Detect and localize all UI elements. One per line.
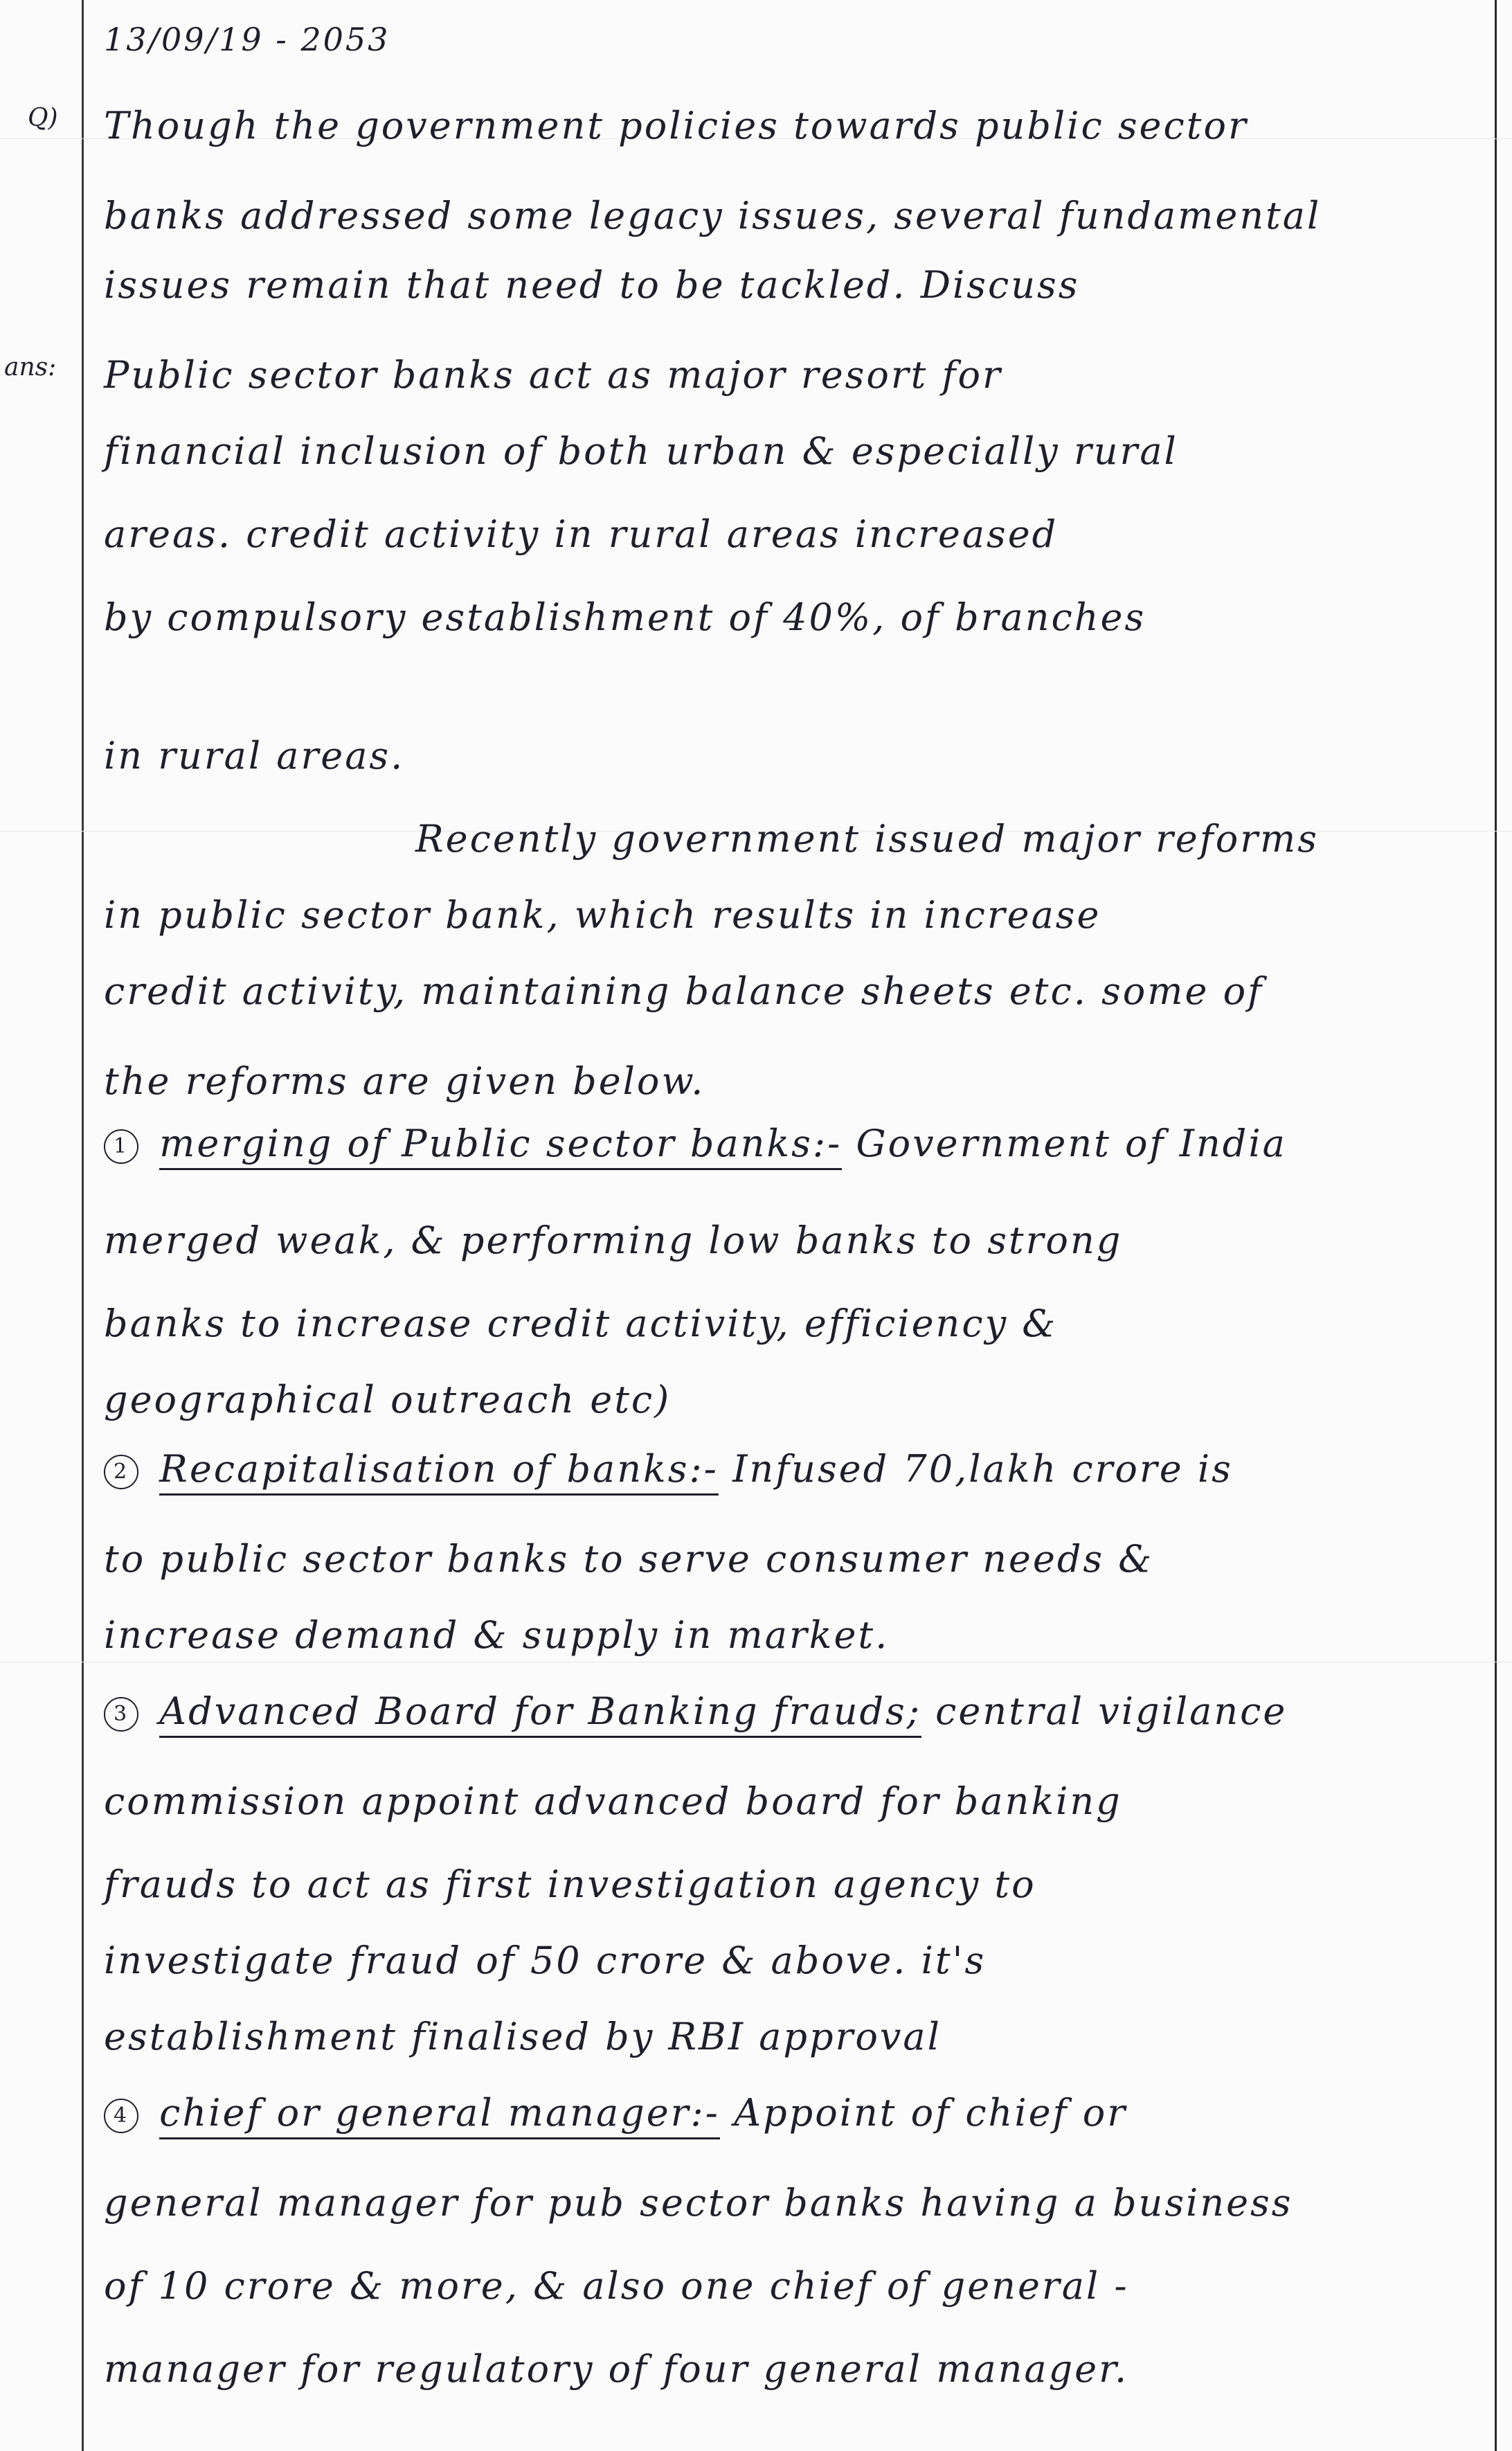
point-heading: chief or general manager:- <box>159 2091 720 2139</box>
answer-line: areas. credit activity in rural areas increased <box>104 512 1059 556</box>
question-line-3: issues remain that need to be tackled. Discuss <box>104 263 1080 307</box>
answer-line: the reforms are given below. <box>104 1059 705 1103</box>
point-number: 3 <box>104 1697 138 1732</box>
answer-line: by compulsory establishment of 40%, of branches <box>104 595 1146 639</box>
point-body-line: geographical outreach etc) <box>104 1378 672 1421</box>
point-number: 4 <box>104 2099 138 2133</box>
reform-point-3-heading-line <box>104 1689 1287 1733</box>
right-page-edge <box>1495 0 1497 2451</box>
point-body-line: of 10 crore & more, & also one chief of general - <box>104 2264 1129 2308</box>
point-body-line: frauds to act as first investigation agency to <box>104 1862 1036 1906</box>
point-number: 2 <box>104 1455 138 1489</box>
point-body-line: manager for regulatory of four general manager. <box>104 2347 1129 2391</box>
margin-rule <box>82 0 84 2451</box>
point-lead: Government of India <box>856 1122 1287 1165</box>
point-body-line: investigate fraud of 50 crore & above. it's <box>104 1939 987 1982</box>
point-body-line: increase demand & supply in market. <box>104 1613 890 1657</box>
question-line-1: Though the government policies towards public sector <box>104 104 1248 147</box>
question-line-2: banks addressed some legacy issues, several fundamental <box>104 194 1322 237</box>
answer-line: Public sector banks act as major resort for <box>104 353 1002 397</box>
header-date: 13/09/19 - 2053 <box>104 21 390 58</box>
point-heading: Recapitalisation of banks:- <box>159 1447 719 1496</box>
answer-line: credit activity, maintaining balance sheets etc. some of <box>104 969 1264 1013</box>
point-body-line: banks to increase credit activity, efficiency & <box>104 1302 1058 1345</box>
question-marker: Q) <box>28 104 58 132</box>
point-body-line: general manager for pub sector banks having a business <box>104 2181 1293 2225</box>
point-body-line: establishment finalised by RBI approval <box>104 2015 942 2058</box>
reform-point-2-heading-line <box>104 1447 1233 1491</box>
answer-line: financial inclusion of both urban & especially rural <box>104 429 1178 473</box>
answer-line: Recently government issued major reforms <box>415 817 1319 861</box>
answer-line: in public sector bank, which results in increase <box>104 893 1101 937</box>
point-lead: central vigilance <box>935 1689 1288 1733</box>
point-heading: merging of Public sector banks:- <box>159 1122 842 1170</box>
point-heading: Advanced Board for Banking frauds; <box>159 1689 921 1738</box>
answer-marker: ans: <box>4 353 57 381</box>
point-lead: Appoint of chief or <box>734 2091 1128 2135</box>
point-body-line: commission appoint advanced board for banking <box>104 1779 1122 1823</box>
point-body-line: to public sector banks to serve consumer needs & <box>104 1537 1154 1581</box>
reform-point-4-heading-line <box>104 2091 1127 2135</box>
point-number: 1 <box>104 1129 138 1164</box>
answer-line: in rural areas. <box>104 734 405 778</box>
point-body-line: merged weak, & performing low banks to strong <box>104 1219 1123 1262</box>
reform-point-1-heading-line <box>104 1122 1287 1165</box>
point-lead: Infused 70,lakh crore is <box>732 1447 1233 1491</box>
